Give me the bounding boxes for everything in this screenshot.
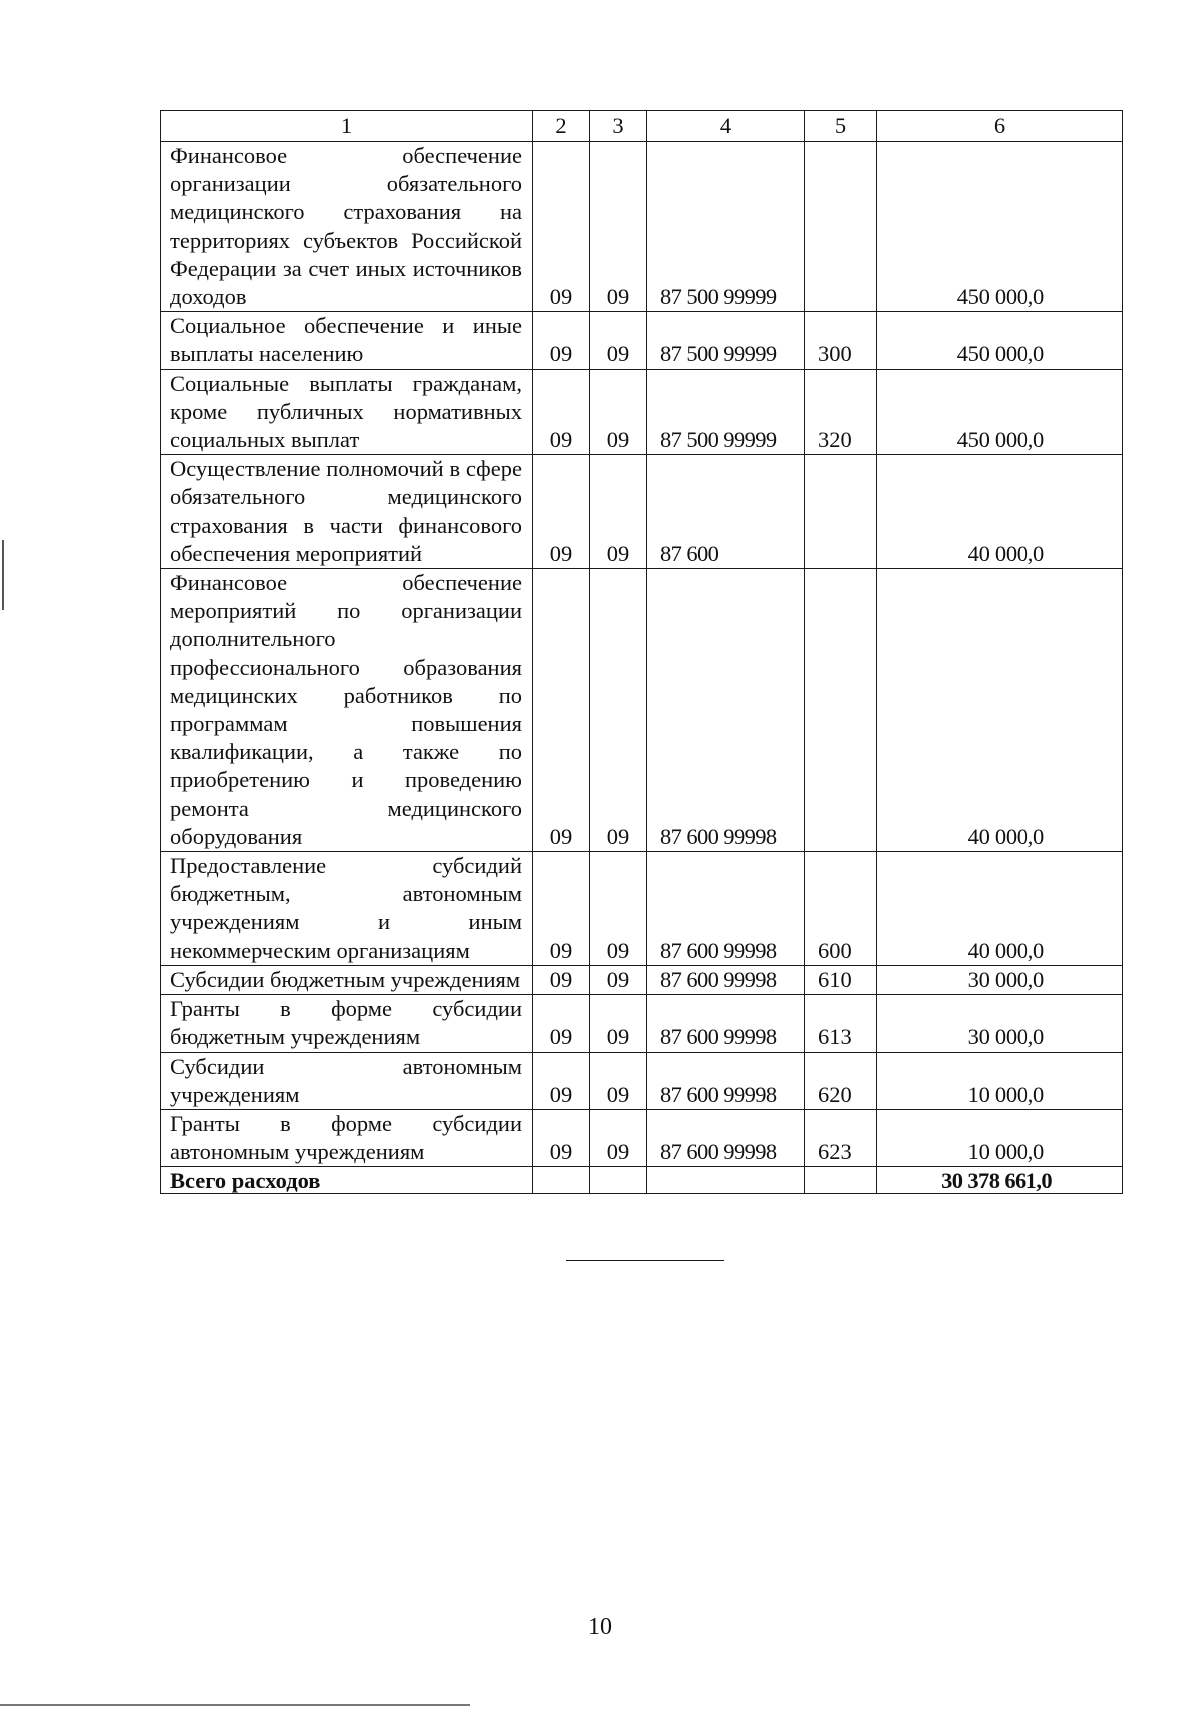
target-article-cell: 87 500 99999 [647, 142, 805, 312]
subsection-code-cell: 09 [590, 965, 647, 994]
item-name-cell: Финансовое обеспечение организации обязательного медицинского страхования на территориях субъектов Российской Федерации за счет иных источников доходов [161, 142, 533, 312]
empty-cell [533, 1167, 590, 1194]
subsection-code-cell: 09 [590, 142, 647, 312]
table-row [161, 369, 1123, 455]
item-name-cell: Социальное обеспечение и иные выплаты населению [161, 312, 533, 369]
section-code-cell: 09 [533, 142, 590, 312]
item-name-cell: Субсидии бюджетным учреждениям [161, 965, 533, 994]
section-code-cell: 09 [533, 1109, 590, 1166]
table-row [161, 455, 1123, 569]
expense-type-cell [805, 455, 877, 569]
header-cell: 1 [161, 111, 533, 142]
page-number: 10 [588, 1614, 612, 1640]
header-cell: 3 [590, 111, 647, 142]
expense-type-cell: 620 [805, 1052, 877, 1109]
table-row [161, 1109, 1123, 1166]
expense-type-cell: 300 [805, 312, 877, 369]
amount-cell: 30 000,0 [877, 965, 1123, 994]
section-code-cell: 09 [533, 369, 590, 455]
section-code-cell: 09 [533, 1052, 590, 1109]
table-row [161, 569, 1123, 852]
target-article-cell: 87 600 99998 [647, 1052, 805, 1109]
amount-cell: 40 000,0 [877, 569, 1123, 852]
subsection-code-cell: 09 [590, 455, 647, 569]
subsection-code-cell: 09 [590, 852, 647, 966]
section-code-cell: 09 [533, 312, 590, 369]
expenditure-table [160, 110, 1123, 1194]
item-name-cell: Осуществление полномочий в сфере обязательного медицинского страхования в части финансового обеспечения мероприятий [161, 455, 533, 569]
expense-type-cell [805, 142, 877, 312]
scan-edge-mark [0, 1704, 470, 1706]
expense-type-cell: 600 [805, 852, 877, 966]
column-number-header [161, 111, 1123, 142]
target-article-cell: 87 600 99998 [647, 965, 805, 994]
item-name-cell: Субсидии автономным учреждениям [161, 1052, 533, 1109]
expense-type-cell [805, 569, 877, 852]
item-name-cell: Социальные выплаты гражданам, кроме публичных нормативных социальных выплат [161, 369, 533, 455]
item-name-cell: Гранты в форме субсидии автономным учреждениям [161, 1109, 533, 1166]
target-article-cell: 87 500 99999 [647, 369, 805, 455]
subsection-code-cell: 09 [590, 312, 647, 369]
amount-cell: 30 000,0 [877, 995, 1123, 1052]
section-code-cell: 09 [533, 852, 590, 966]
total-amount: 30 378 661,0 [877, 1167, 1123, 1194]
expense-type-cell: 623 [805, 1109, 877, 1166]
target-article-cell: 87 600 99998 [647, 569, 805, 852]
section-code-cell: 09 [533, 995, 590, 1052]
total-label: Всего расходов [161, 1167, 533, 1194]
table-row [161, 995, 1123, 1052]
subsection-code-cell: 09 [590, 995, 647, 1052]
item-name-cell: Финансовое обеспечение мероприятий по организации дополнительного профессионального образования медицинских работников по программам повышения квалификации, а также по приобретению и проведению ремонта медицинского оборудования [161, 569, 533, 852]
table-row [161, 965, 1123, 994]
table-row [161, 312, 1123, 369]
amount-cell: 450 000,0 [877, 312, 1123, 369]
amount-cell: 40 000,0 [877, 852, 1123, 966]
subsection-code-cell: 09 [590, 369, 647, 455]
amount-cell: 10 000,0 [877, 1052, 1123, 1109]
amount-cell: 10 000,0 [877, 1109, 1123, 1166]
expense-type-cell: 613 [805, 995, 877, 1052]
table-row [161, 852, 1123, 966]
subsection-code-cell: 09 [590, 1052, 647, 1109]
target-article-cell: 87 600 99998 [647, 1109, 805, 1166]
header-cell: 5 [805, 111, 877, 142]
table-row [161, 1052, 1123, 1109]
target-article-cell: 87 600 99998 [647, 995, 805, 1052]
section-code-cell: 09 [533, 569, 590, 852]
header-cell: 4 [647, 111, 805, 142]
scan-edge-mark [2, 540, 4, 610]
subsection-code-cell: 09 [590, 569, 647, 852]
item-name-cell: Предоставление субсидий бюджетным, автономным учреждениям и иным некоммерческим организациям [161, 852, 533, 966]
expense-type-cell: 610 [805, 965, 877, 994]
section-code-cell: 09 [533, 965, 590, 994]
empty-cell [805, 1167, 877, 1194]
subsection-code-cell: 09 [590, 1109, 647, 1166]
target-article-cell: 87 500 99999 [647, 312, 805, 369]
target-article-cell: 87 600 99998 [647, 852, 805, 966]
end-of-table-divider [566, 1260, 724, 1261]
section-code-cell: 09 [533, 455, 590, 569]
target-article-cell: 87 600 [647, 455, 805, 569]
header-cell: 2 [533, 111, 590, 142]
amount-cell: 450 000,0 [877, 369, 1123, 455]
amount-cell: 450 000,0 [877, 142, 1123, 312]
header-cell: 6 [877, 111, 1123, 142]
item-name-cell: Гранты в форме субсидии бюджетным учреждениям [161, 995, 533, 1052]
total-row [161, 1167, 1123, 1194]
empty-cell [647, 1167, 805, 1194]
table-row [161, 142, 1123, 312]
expense-type-cell: 320 [805, 369, 877, 455]
amount-cell: 40 000,0 [877, 455, 1123, 569]
empty-cell [590, 1167, 647, 1194]
